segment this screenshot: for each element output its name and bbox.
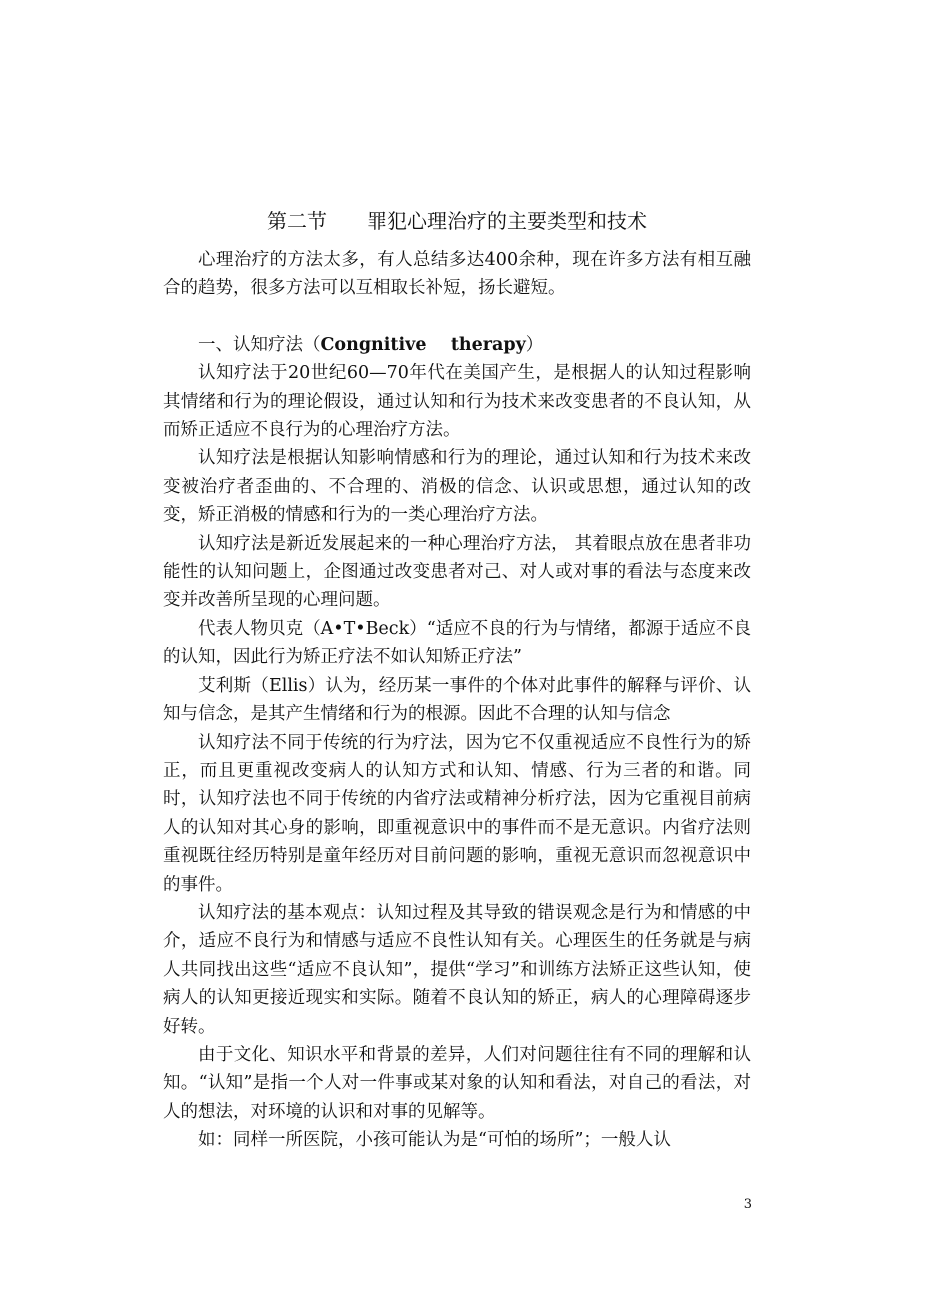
section-title: 第二节 罪犯心理治疗的主要类型和技术 [267, 209, 647, 233]
intro-paragraph: 心理治疗的方法太多，有人总结多达400余种，现在许多方法有相互融合的趋势，很多方法可以互相取长补短，扬长避短。 [163, 250, 751, 299]
heading-prefix: 一、认知疗法（ [198, 334, 321, 355]
body-paragraph: 认知疗法的基本观点：认知过程及其导致的错误观念是行为和情感的中介，适应不良行为和情感与适应不良性认知有关。心理医生的任务就是与病人共同找出这些“适应不良认知”，提供“学习”和训练方法矫正这些认知，使病人的认知更接近现实和实际。随着不良认知的矫正，病人的心理障碍逐步好转。 [163, 902, 751, 1037]
subsection-heading [163, 331, 751, 359]
body-paragraph: 认知疗法是新近发展起来的一种心理治疗方法， 其着眼点放在患者非功能性的认知问题上，企图通过改变患者对己、对人或对事的看法与态度来改变并改善所呈现的心理问题。 [163, 533, 751, 611]
body-paragraph: 认知疗法于20世纪60—70年代在美国产生，是根据人的认知过程影响其情绪和行为的理论假设，通过认知和行为技术来改变患者的不良认知，从而矫正适应不良行为的心理治疗方法。 [163, 363, 751, 441]
heading-suffix: ） [525, 334, 544, 355]
body-paragraph: 艾利斯（Ellis）认为，经历某一事件的个体对此事件的解释与评价、认知与信念，是其产生情绪和行为的根源。因此不合理的认知与信念 [163, 675, 751, 725]
body-paragraph: 代表人物贝克（A•T•Beck）“适应不良的行为与情绪，都源于适应不良的认知，因此行为矫正疗法不如认知矫正疗法” [163, 618, 751, 668]
page-number: 3 [743, 1197, 752, 1212]
body-paragraph: 认知疗法不同于传统的行为疗法，因为它不仅重视适应不良性行为的矫正，而且更重视改变病人的认知方式和认知、情感、行为三者的和谐。同时，认知疗法也不同于传统的内省疗法或精神分析疗法，因为它重视目前病人的认知对其心身的影响，即重视意识中的事件而不是无意识。内省疗法则重视既往经历特别是童年经历对目前问题的影响，重视无意识而忽视意识中的事件。 [163, 732, 751, 895]
body-paragraph: 由于文化、知识水平和背景的差异，人们对问题往往有不同的理解和认知。“认知”是指一个人对一件事或某对象的认知和看法，对自己的看法，对人的想法，对环境的认识和对事的见解等。 [163, 1044, 751, 1122]
heading-english: Congnitive therapy [320, 334, 526, 355]
page-content [163, 204, 751, 1155]
body-paragraph: 如：同样一所医院，小孩可能认为是“可怕的场所”；一般人认 [198, 1130, 671, 1151]
body-paragraph: 认知疗法是根据认知影响情感和行为的理论，通过认知和行为技术来改变被治疗者歪曲的、不合理的、消极的信念、认识或思想，通过认知的改变，矫正消极的情感和行为的一类心理治疗方法。 [163, 448, 751, 526]
